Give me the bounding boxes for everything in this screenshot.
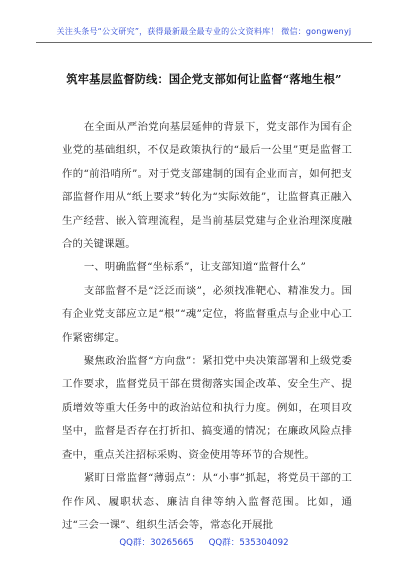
paragraph-intro: 在全面从严治党向基层延伸的背景下，党支部作为国有企业党的基础组织，不仅是政策执行的“最后一公里”更是监督工作的“前沿哨所”。对于党支部建制的国有企业而言，如何把支部监督作用从“纸上要求”转化为“实际效能”，让监督真正融入生产经营、嵌入管理流程，是当前基层党建与企业治理深度融合的关键课题。 — [62, 121, 352, 251]
paragraph: 紧盯日常监督“薄弱点”：从“小事”抓起，将党员干部的工作作风、履职状态、廉洁自律等纳入监督范围。比如，通过“三会一课”、组织生活会等，常态化开展批 — [62, 472, 352, 531]
footer-qq-group-1: QQ群：30265665 — [119, 538, 194, 548]
paragraph: 聚焦政治监督“方向盘”：紧扣党中央决策部署和上级党委工作要求，监督党员干部在贯彻落实国企改革、安全生产、提质增效等重大任务中的政治站位和执行力度。例如，在项目攻坚中，监督是否存在打折扣、搞变通的情况；在廉政风险点排查中，重点关注招标采购、资金使用等环节的合规性。 — [62, 355, 352, 461]
header-banner: 关注头条号“公文研究”，获得最新最全最专业的公文资料库！ 微信：gongwenyj — [56, 27, 352, 36]
header-rule — [36, 42, 372, 43]
footer-qq-group-2: QQ群：535304092 — [208, 538, 289, 548]
paragraph: 支部监督不是“泛泛而谈”，必须找准靶心、精准发力。国有企业党支部应立足“根”“魂”定位，将监督重点与企业中心工作紧密绑定。 — [62, 284, 352, 344]
section-heading: 一、明确监督“坐标系”，让支部知道“监督什么” — [83, 261, 306, 274]
document-title: 筑牢基层监督防线：国企党支部如何让监督“落地生根” — [66, 72, 342, 86]
document-body — [62, 116, 352, 537]
footer — [0, 536, 408, 548]
